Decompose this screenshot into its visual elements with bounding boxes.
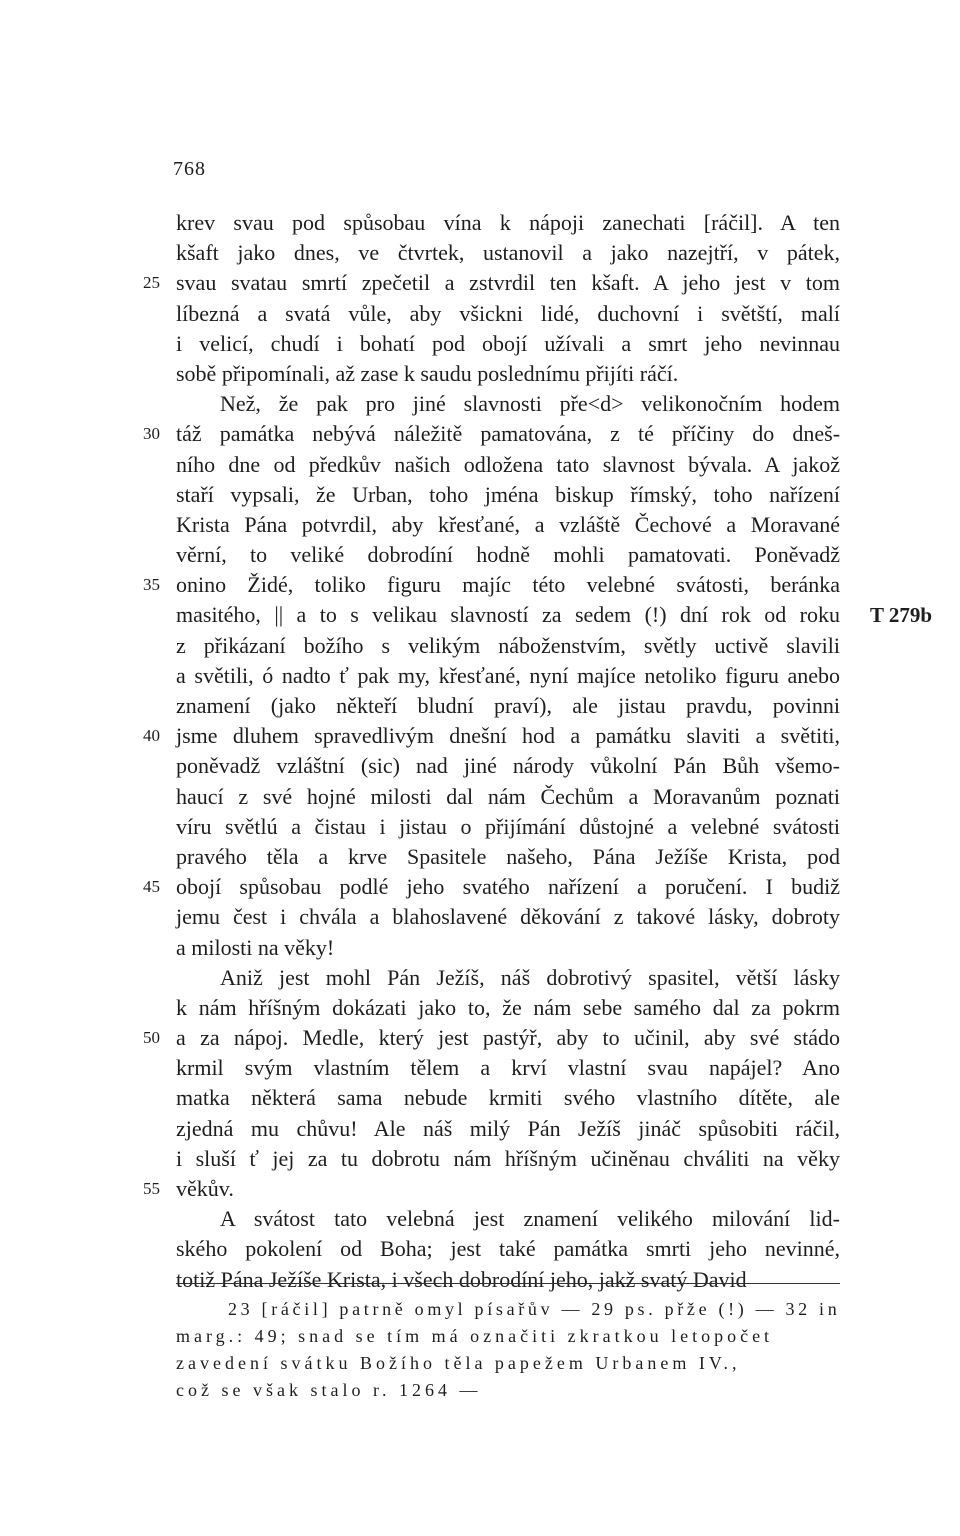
text-line	[176, 480, 840, 510]
text-line	[176, 359, 840, 389]
footnote-line: marg.: 49; snad se tím má označiti zkratkou letopočet	[176, 1326, 774, 1346]
text-line	[176, 238, 840, 268]
line-text: A svátost tato velebná jest znamení velikého milování lid-	[220, 1206, 840, 1232]
line-text: matka některá sama nebude krmiti svého vlastního dítěte, ale	[176, 1085, 841, 1111]
line-text: totiž Pána Ježíše Krista, i všech dobrodíní jeho, jakž svatý David	[176, 1266, 747, 1292]
line-text: masitého, || a to s velikau slavností za sedem (!) dní rok od roku	[176, 602, 840, 628]
text-line	[176, 1053, 840, 1083]
text-line	[176, 1265, 840, 1295]
margin-reference: T 279b	[869, 603, 932, 628]
page-number: 768	[173, 158, 206, 180]
line-text: pravého těla a krve Spasitele našeho, Pána Ježíše Krista, pod	[176, 843, 840, 869]
line-text: svau svatau smrtí zpečetil a zstvrdil ten kšaft. A jeho jest v tom	[176, 270, 840, 296]
text-line	[176, 510, 840, 540]
line-text: znamení (jako někteří bludní praví), ale jistau pravdu, povinni	[176, 693, 841, 718]
line-number: 55	[143, 1179, 160, 1198]
line-text: onino Židé, toliko figuru majíc této velebné svátosti, beránka	[176, 572, 840, 598]
text-line	[176, 389, 840, 419]
text-line	[176, 1234, 840, 1264]
text-line	[176, 1114, 840, 1144]
line-text: krev svau pod spůsobau vína k nápoji zanechati [ráčil]. A ten	[176, 210, 840, 235]
text-line	[143, 419, 841, 449]
line-text: kšaft jako dnes, ve čtvrtek, ustanovil a jako nazejtří, v pátek,	[176, 240, 841, 266]
text-line	[143, 721, 840, 751]
line-number: 25	[143, 273, 160, 293]
text-line	[176, 540, 840, 570]
footnote-line: což se však stalo r. 1264 —	[176, 1380, 482, 1400]
text-line	[176, 1083, 840, 1113]
line-text: Krista Pána potvrdil, aby křesťané, a vzláště Čechové a Moravané	[176, 511, 840, 537]
footnote-divider	[176, 1283, 840, 1284]
text-line	[176, 631, 840, 661]
line-text: haucí z své hojné milosti dal nám Čechům a Moravanům poznati	[176, 783, 840, 809]
line-text: obojí spůsobau podlé jeho svatého nařízení a poručení. I budiž	[176, 874, 840, 900]
line-number: 45	[143, 877, 160, 897]
text-line	[176, 1144, 840, 1174]
line-text: víru světlú a čistau i jistau o přijímání důstojné a velebné svátosti	[176, 813, 841, 839]
line-number: 40	[143, 726, 160, 746]
text-line	[176, 963, 840, 993]
line-text: jemu čest i chvála a blahoslavené děkování z takové lásky, dobroty	[176, 904, 841, 930]
footnote-line: zavedení svátku Božího těla papežem Urbanem IV.,	[176, 1353, 741, 1373]
main-text	[143, 208, 932, 1295]
line-number: 35	[143, 575, 160, 595]
text-line	[176, 208, 840, 238]
text-line	[143, 1023, 841, 1053]
text-line	[176, 751, 840, 781]
text-line	[143, 1174, 840, 1204]
line-text: poněvadž vzláštní (sic) nad jiné národy vůkolní Pán Bůh všemo-	[176, 753, 840, 779]
text-line	[176, 842, 840, 872]
line-text: sobě připomínali, až zase k saudu poslednímu přijíti ráčí.	[176, 360, 679, 386]
text-line	[176, 933, 840, 963]
text-line	[176, 812, 840, 842]
line-text: táž památka nebývá náležitě pamatována, z té příčiny do dneš-	[176, 421, 841, 447]
line-text: i velicí, chudí i bohatí pod obojí užívali a smrt jeho nevinnau	[176, 330, 841, 356]
line-number: 30	[143, 424, 160, 444]
line-text: věrní, to veliké dobrodíní hodně mohli pamatovati. Poněvadž	[176, 542, 841, 568]
text-line	[176, 993, 840, 1023]
line-text: věkův.	[176, 1176, 234, 1201]
line-text: zjedná mu chůvu! Ale náš milý Pán Ježíš jináč spůsobiti ráčil,	[176, 1115, 840, 1141]
footnote-line: 23 [ráčil] patrně omyl písařův — 29 ps. přže (!) — 32 in	[228, 1299, 841, 1319]
line-text: jsme dluhem spravedlivým dnešní hod a památku slaviti a světiti,	[176, 723, 840, 749]
text-line	[176, 691, 840, 721]
text-line	[176, 600, 932, 630]
line-text: k nám hříšným dokázati jako to, že nám sebe samého dal za pokrm	[176, 994, 840, 1020]
line-text: krmil svým vlastním tělem a krví vlastní svau napájel? Ano	[176, 1055, 841, 1081]
text-line	[176, 329, 840, 359]
line-text: líbezná a svatá vůle, aby všickni lidé, duchovní i světští, malí	[176, 300, 840, 326]
line-text: Aniž jest mohl Pán Ježíš, náš dobrotivý spasitel, větší lásky	[220, 964, 840, 990]
line-text: Než, že pak pro jiné slavnosti pře<d> velikonočním hodem	[220, 391, 840, 417]
line-text: a milosti na věky!	[176, 934, 335, 960]
line-text: a za nápoj. Medle, který jest pastýř, aby to učinil, aby své stádo	[176, 1025, 841, 1051]
line-number: 50	[143, 1028, 160, 1048]
text-line	[176, 299, 840, 329]
footnotes	[176, 1296, 840, 1404]
text-line	[176, 1204, 840, 1234]
line-text: ského pokolení od Boha; jest také památka smrti jeho nevinné,	[176, 1236, 841, 1262]
text-line	[143, 268, 840, 298]
text-line	[143, 570, 840, 600]
text-line	[176, 902, 840, 932]
line-text: staří vypsali, že Urban, toho jména biskup římský, toho nařízení	[176, 481, 840, 507]
text-line	[176, 661, 840, 691]
text-line	[176, 782, 840, 812]
text-line	[143, 872, 840, 902]
line-text: i sluší ť jej za tu dobrotu nám hříšným učiněnau chváliti na věky	[176, 1145, 840, 1171]
line-text: ního dne od předkův našich odložena tato slavnost bývala. A jakož	[176, 451, 841, 477]
line-text: a světili, ó nadto ť pak my, křesťané, nyní majíce netoliko figuru anebo	[176, 662, 841, 688]
line-text: z přikázaní božího s velikým náboženstvím, světly uctivě slavili	[176, 632, 841, 658]
text-line	[176, 450, 840, 480]
